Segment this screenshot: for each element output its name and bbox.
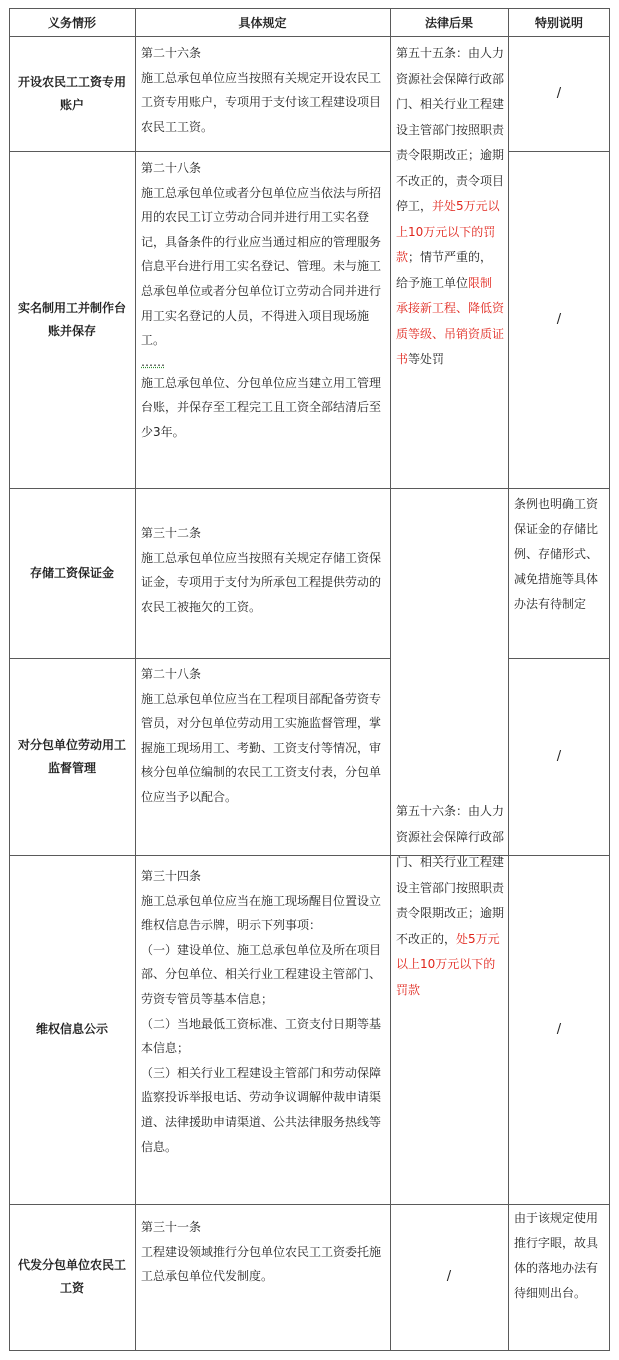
row-category: 存储工资保证金 (29, 565, 114, 580)
row-provision (135, 662, 390, 810)
provision-text: 施工总承包单位或者分包单位应当依法与所招用的农民工订立劳动合同并进行用工实名登记，具备条件的行业应当通过相应的管理服务信息平台进行用工实名登记、管理。未与施工总承包单位或者分包单位订立劳动合同并进行用工实名登记的人员，不得进入项目现场施工。 (141, 185, 382, 348)
row-provision (135, 1215, 390, 1289)
provision-item: （二）当地最低工资标准、工资支付日期等基本信息； (141, 1016, 382, 1056)
header-provision: 具体规定 (238, 15, 287, 30)
legal-consequence-55 (390, 41, 508, 373)
header-obligation: 义务情形 (47, 15, 96, 30)
header-legal-consequence: 法律后果 (424, 15, 473, 30)
row-provision (135, 521, 390, 619)
legal-text: 第五十六条：由人力资源社会保障行政部门、相关行业工程建设主管部门按照职责责令限期改正；逾期不改正的， (396, 804, 505, 946)
row-note: 由于该规定使用推行字眼，故具体的落地办法有待细则出台。 (514, 1211, 599, 1300)
article-number: 第二十六条 (141, 46, 202, 60)
header-special-note: 特别说明 (534, 15, 583, 30)
provision-text: 工程建设领域推行分包单位农民工工资委托施工总承包单位代发制度。 (141, 1244, 382, 1284)
row-legal: / (446, 1269, 452, 1284)
row-note: / (556, 312, 562, 327)
row-category: 开设农民工工资专用账户 (17, 74, 126, 112)
fine-highlight: 并处5万元以上10万元以下的罚款 (396, 199, 500, 264)
provision-text: 施工总承包单位应当按照有关规定存储工资保证金，专项用于支付为所承包工程提供劳动的农民工被拖欠的工资。 (141, 550, 382, 614)
row-category: 对分包单位劳动用工监督管理 (17, 737, 126, 775)
fine-highlight: 处5万元以上10万元以下的罚款 (396, 931, 500, 997)
provision-text: 施工总承包单位、分包单位应当建立用工管理台账，并保存至工程完工且工资全部结清后至少3年。 (141, 375, 382, 439)
article-number: 第二十八条 (141, 161, 202, 175)
provision-text: 施工总承包单位应当按照有关规定开设农民工工资专用账户，专项用于支付该工程建设项目农民工工资。 (141, 70, 382, 134)
provision-text: 施工总承包单位应当在施工现场醒目位置设立维权信息告示牌，明示下列事项： (141, 893, 382, 933)
row-category: 代发分包单位农民工工资 (17, 1258, 126, 1295)
provision-item: （一）建设单位、施工总承包单位及所在项目部、分包单位、相关行业工程建设主管部门、劳资专管员等基本信息； (141, 942, 382, 1006)
table-border-bottom (9, 1350, 610, 1351)
row-category: 维权信息公示 (35, 1022, 108, 1036)
row-provision (135, 864, 390, 1159)
row-note: / (556, 749, 562, 764)
article-number: 第二十八条 (141, 667, 202, 681)
provision-text: 施工总承包单位应当在工程项目部配备劳资专管员，对分包单位劳动用工实施监督管理，掌握施工现场用工、考勤、工资支付等情况，审核分包单位编制的农民工工资支付表，分包单位应当予以配合。 (141, 691, 382, 804)
legal-text: ；情节严重的，给予施工单位 (396, 250, 493, 290)
row-provision (135, 41, 390, 139)
article-number: 第三十四条 (141, 869, 202, 883)
ellipsis: …… (141, 354, 165, 369)
row-note: / (556, 86, 562, 101)
legal-consequence-56 (390, 799, 508, 1003)
legal-text: 等处罚 (408, 352, 445, 366)
row-category: 实名制用工并制作台账并保存 (17, 300, 126, 338)
article-number: 第三十二条 (141, 526, 202, 540)
penalty-highlight: 限制承接新工程、降低资质等级、吊销资质证书 (396, 275, 505, 366)
row-note: 条例也明确工资保证金的存储比例、存储形式、减免措施等具体办法有待制定 (514, 497, 599, 611)
row-provision (135, 156, 390, 445)
regulation-table (9, 8, 610, 1351)
legal-text: 第五十五条：由人力资源社会保障行政部门、相关行业工程建设主管部门按照职责责令限期改正；逾期不改正的，责令项目停工， (396, 46, 505, 213)
article-number: 第三十一条 (141, 1220, 202, 1234)
row-note: / (556, 1022, 562, 1037)
provision-item: （三）相关行业工程建设主管部门和劳动保障监察投诉举报电话、劳动争议调解仲裁申请渠道、法律援助申请渠道、公共法律服务热线等信息。 (141, 1065, 382, 1154)
